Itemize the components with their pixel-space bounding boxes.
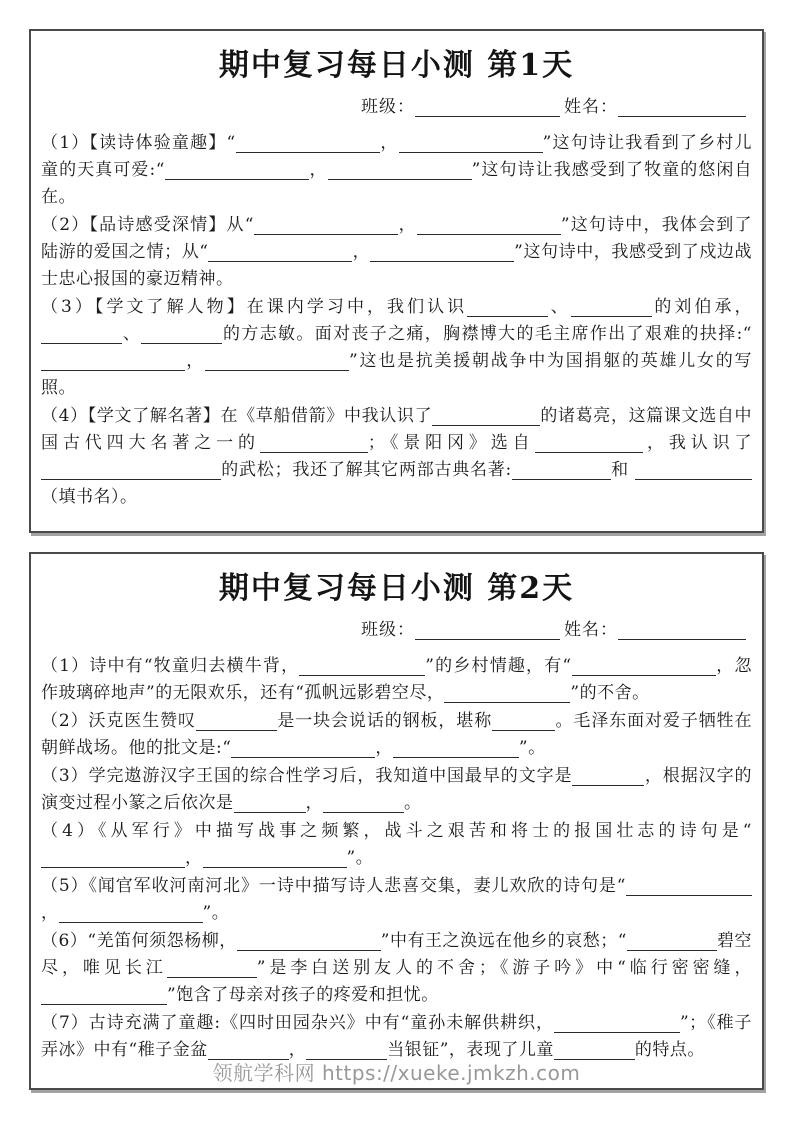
fill-in-blank: [467, 299, 548, 317]
fill-in-blank: [41, 326, 122, 344]
fill-in-blank: [234, 795, 306, 813]
quiz-card-day2: [29, 552, 764, 1090]
class-label: 班级：: [361, 620, 415, 640]
quiz-title-day1: 期中复习每日小测 第1天: [218, 48, 575, 83]
fill-in-blank: [572, 658, 716, 676]
fill-in-blank: [323, 795, 404, 813]
fill-in-blank: [399, 135, 543, 153]
fill-in-blank: [41, 462, 221, 480]
fill-in-blank: [41, 987, 167, 1005]
quiz-title-day2: 期中复习每日小测 第2天: [218, 571, 575, 606]
fill-in-blank: [260, 435, 368, 453]
fill-in-blank: [59, 905, 203, 923]
fill-in-blank: [328, 162, 472, 180]
class-name-row-day1: [41, 93, 752, 121]
watermark-text: 领航学科网 https://xueke.jmkzh.com: [212, 1061, 581, 1085]
class-blank: [415, 99, 560, 117]
day1-question-3: （3）【学文了解人物】在课内学习中，我们认识 、 的刘伯承，、 的方志敏。面对丧子之痛，胸襟博大的毛主席作出了艰难的抉择:“， ”这也是抗美援朝战争中为国捐躯的英雄儿女的写照。: [41, 297, 753, 398]
fill-in-blank: [254, 217, 398, 235]
quiz-card-day1: [29, 29, 764, 533]
fill-in-blank: [572, 768, 644, 786]
fill-in-blank: [205, 353, 349, 371]
day1-question-4: （4）【学文了解名著】在《草船借箭》中我认识了 的诸葛亮，这篇课文选自中国古代四大名著之一的 ；《景阳冈》选自 ，我认识了的武松；我还了解其它两部古典名著: 和 （填书名）。: [41, 406, 753, 507]
fill-in-blank: [41, 353, 185, 371]
fill-in-blank: [299, 658, 425, 676]
class-name-row-day2: [41, 616, 752, 644]
fill-in-blank: [393, 740, 519, 758]
fill-in-blank: [432, 408, 540, 426]
fill-in-blank: [626, 878, 752, 896]
fill-in-blank: [512, 462, 611, 480]
day2-question-4: （4）《从军行》中描写战事之频繁，战斗之艰苦和将士的报国壮志的诗句是“， ”。: [41, 821, 752, 868]
name-label: 姓名：: [564, 620, 618, 640]
day2-question-3: （3）学完遨游汉字王国的综合性学习后，我知道中国最早的文字是 ，根据汉字的演变过程小篆之后依次是 ， 。: [41, 766, 752, 813]
fill-in-blank: [635, 462, 752, 480]
fill-in-blank: [41, 850, 185, 868]
questions-day2: [41, 653, 752, 1064]
day2-question-7: （7）古诗充满了童趣:《四时田园杂兴》中有“童孙未解供耕织， ”；《稚子弄冰》中有“稚子金盆 ， 当银钲”，表现了儿童 的特点。: [41, 1013, 752, 1060]
fill-in-blank: [535, 435, 643, 453]
class-label: 班级：: [361, 97, 415, 117]
day1-question-1: （1）【读诗体验童趣】“ ， ”这句诗让我看到了乡村儿童的天真可爱:“ ， ”这句诗让我感受到了牧童的悠闲自在。: [41, 133, 753, 207]
fill-in-blank: [627, 933, 717, 951]
fill-in-blank: [237, 933, 381, 951]
name-blank: [618, 99, 746, 117]
name-label: 姓名：: [564, 97, 618, 117]
day2-question-2: （2）沃克医生赞叹 是一块会说话的钢板，堪称 。毛泽东面对爱子牺牲在朝鲜战场。他的批文是:“ ， ”。: [41, 711, 753, 758]
name-blank: [618, 622, 746, 640]
class-blank: [415, 622, 560, 640]
fill-in-blank: [196, 713, 277, 731]
fill-in-blank: [444, 685, 570, 703]
fill-in-blank: [203, 850, 347, 868]
fill-in-blank: [165, 162, 309, 180]
fill-in-blank: [231, 740, 375, 758]
fill-in-blank: [554, 1015, 680, 1033]
fill-in-blank: [208, 244, 352, 262]
fill-in-blank: [167, 960, 257, 978]
fill-in-blank: [236, 135, 380, 153]
day2-question-6: （6）“羌笛何须怨杨柳， ”中有王之涣远在他乡的哀愁；“ 碧空尽，唯见长江 ”是李白送别友人的不舍；《游子吟》中“临行密密缝，”饱含了母亲对孩子的疼爱和担忧。: [41, 931, 753, 1005]
day1-question-2: （2）【品诗感受深情】从“ ， ”这句诗中，我体会到了陆游的爱国之情；从“ ， ”这句诗中，我感受到了戍边战士忠心报国的豪迈精神。: [41, 215, 752, 289]
fill-in-blank: [492, 713, 555, 731]
questions-day1: [41, 130, 752, 511]
fill-in-blank: [571, 299, 652, 317]
fill-in-blank: [417, 217, 561, 235]
day2-question-5: （5）《闻官军收河南河北》一诗中描写诗人悲喜交集，妻儿欢欣的诗句是“， ”。: [41, 873, 752, 927]
fill-in-blank: [370, 244, 514, 262]
day2-question-1: （1）诗中有“牧童归去横牛背， ”的乡村情趣，有“ ，忽作玻璃碎地声”的无限欢乐，还有“孤帆远影碧空尽， ”的不舍。: [41, 656, 752, 703]
fill-in-blank: [141, 326, 222, 344]
